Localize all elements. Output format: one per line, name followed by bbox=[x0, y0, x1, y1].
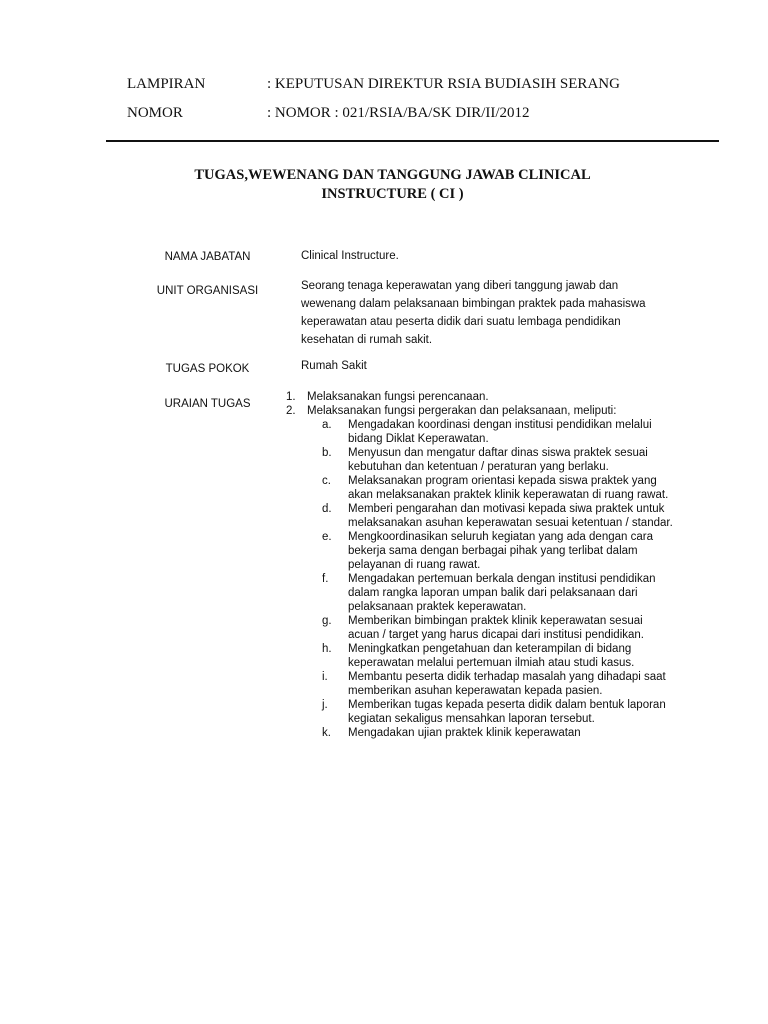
item-number: 2. bbox=[286, 405, 296, 417]
lampiran-value: : KEPUTUSAN DIREKTUR RSIA BUDIASIH SERANG bbox=[267, 76, 620, 92]
list-item bbox=[286, 642, 676, 670]
item-letter: h. bbox=[322, 643, 332, 655]
uraian-tugas-list bbox=[286, 390, 676, 740]
item-text: Menyusun dan mengatur daftar dinas siswa praktek sesuai kebutuhan dan ketentuan / peraturan yang berlaku. bbox=[348, 447, 648, 473]
unit-organisasi-value: Seorang tenaga keperawatan yang diberi tanggung jawab dan wewenang dalam pelaksanaan bimbingan praktek pada mahasiswa keperawatan atau peserta didik dari suatu lembaga pendidikan kesehatan di rumah sakit. bbox=[301, 280, 646, 346]
item-letter: i. bbox=[322, 671, 328, 683]
list-item bbox=[286, 446, 676, 474]
item-text: Mengadakan koordinasi dengan institusi pendidikan melalui bidang Diklat Keperawatan. bbox=[348, 419, 652, 445]
header-divider bbox=[106, 140, 719, 142]
item-text: Membantu peserta didik terhadap masalah yang dihadapi saat memberikan asuhan keperawatan kepada pasien. bbox=[348, 671, 666, 697]
title-line-2: INSTRUCTURE ( CI ) bbox=[321, 186, 464, 202]
item-letter: k. bbox=[322, 727, 331, 739]
list-item bbox=[286, 698, 676, 726]
item-letter: f. bbox=[322, 573, 329, 585]
list-item bbox=[286, 502, 676, 530]
list-item bbox=[286, 474, 676, 502]
item-letter: g. bbox=[322, 615, 332, 627]
title-line-1: TUGAS,WEWENANG DAN TANGGUNG JAWAB CLINICAL bbox=[194, 167, 591, 183]
list-item bbox=[286, 726, 676, 740]
list-item bbox=[286, 614, 676, 642]
document-title bbox=[140, 166, 645, 204]
item-text: Memberi pengarahan dan motivasi kepada siwa praktek untuk melaksanakan asuhan keperawatan sesuai ketentuan / standar. bbox=[348, 503, 673, 529]
tugas-pokok-label: TUGAS POKOK bbox=[165, 363, 250, 375]
item-letter: d. bbox=[322, 503, 332, 515]
item-letter: e. bbox=[322, 531, 332, 543]
nama-jabatan-label: NAMA JABATAN bbox=[164, 251, 251, 263]
item-text: Memberikan tugas kepada peserta didik dalam bentuk laporan kegiatan sekaligus mensahkan laporan tersebut. bbox=[348, 699, 666, 725]
list-item bbox=[286, 418, 676, 446]
item-letter: b. bbox=[322, 447, 332, 459]
uraian-tugas-label: URAIAN TUGAS bbox=[164, 398, 251, 410]
list-item bbox=[286, 404, 676, 418]
item-text: Melaksanakan program orientasi kepada siswa praktek yang akan melaksanakan praktek klinik keperawatan di ruang rawat. bbox=[348, 475, 669, 501]
nama-jabatan-value: Clinical Instructure. bbox=[301, 250, 399, 262]
list-item bbox=[286, 670, 676, 698]
item-text: Melaksanakan fungsi pergerakan dan pelaksanaan, meliputi: bbox=[307, 405, 617, 417]
item-text: Melaksanakan fungsi perencanaan. bbox=[307, 391, 489, 403]
item-letter: j. bbox=[322, 699, 328, 711]
item-letter: c. bbox=[322, 475, 331, 487]
list-item bbox=[286, 390, 676, 404]
list-item bbox=[286, 572, 676, 614]
nomor-value: : NOMOR : 021/RSIA/BA/SK DIR/II/2012 bbox=[267, 105, 530, 121]
nomor-label: NOMOR bbox=[127, 105, 183, 121]
item-text: Mengkoordinasikan seluruh kegiatan yang ada dengan cara bekerja sama dengan berbagai pihak yang terlibat dalam pelayanan di ruang rawat. bbox=[348, 531, 653, 571]
item-text: Memberikan bimbingan praktek klinik keperawatan sesuai acuan / target yang harus dicapai dari institusi pendidikan. bbox=[348, 615, 644, 641]
sub-list bbox=[286, 418, 676, 740]
list-item bbox=[286, 530, 676, 572]
item-text: Mengadakan pertemuan berkala dengan institusi pendidikan dalam rangka laporan umpan balik dari pelaksanaan dari pelaksanaan praktek keperawatan. bbox=[348, 573, 656, 613]
item-number: 1. bbox=[286, 391, 296, 403]
tugas-pokok-value: Rumah Sakit bbox=[301, 360, 367, 372]
item-text: Mengadakan ujian praktek klinik keperawatan bbox=[348, 727, 581, 739]
item-letter: a. bbox=[322, 419, 332, 431]
unit-organisasi-label: UNIT ORGANISASI bbox=[156, 285, 259, 297]
item-text: Meningkatkan pengetahuan dan keterampilan di bidang keperawatan melalui pertemuan ilmiah atau studi kasus. bbox=[348, 643, 635, 669]
lampiran-label: LAMPIRAN bbox=[127, 76, 206, 92]
